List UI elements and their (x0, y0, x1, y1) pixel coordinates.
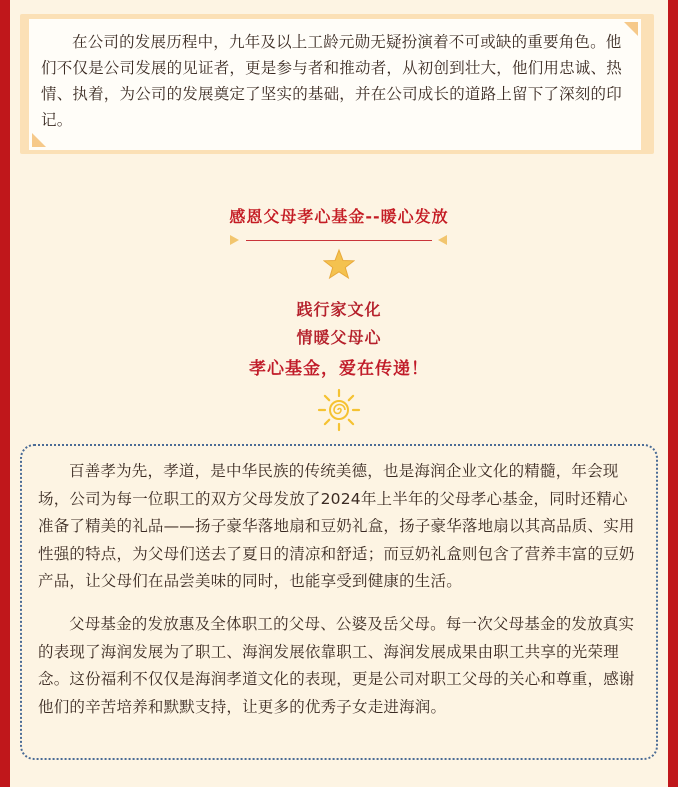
section-title: 感恩父母孝心基金--暖心发放 (229, 207, 449, 226)
content-box (20, 444, 658, 760)
right-red-border (668, 0, 678, 787)
intro-text: 在公司的发展历程中，九年及以上工龄元勋无疑扮演着不可或缺的重要角色。他们不仅是公司发展的见证者，更是参与者和推动者，从初创到壮大，他们用忠诚、热情、执着，为公司的发展奠定了坚实的基础，并在公司成长的道路上留下了深刻的印记。 (41, 33, 622, 129)
slogan-line-3: 孝心基金，爱在传递！ (249, 359, 429, 379)
title-divider (246, 240, 432, 241)
left-red-border (0, 0, 10, 787)
content-paragraph-1: 百善孝为先，孝道，是中华民族的传统美德，也是海润企业文化的精髓，年会现场，公司为每一位职工的双方父母发放了2024年上半年的父母孝心基金，同时还精心准备了精美的礼品——扬子豪华落地扇和豆奶礼盒，扬子豪华落地扇以其高品质、实用性强的特点，为父母们送去了夏日的清凉和舒适；而豆奶礼盒则包含了营养丰富的豆奶产品，让父母们在品尝美味的同时，也能享受到健康的生活。 (38, 462, 635, 590)
intro-card (29, 19, 641, 150)
slogan-line-1: 践行家文化 (296, 300, 382, 319)
star-icon (323, 248, 355, 280)
slogan-line-2: 情暖父母心 (296, 328, 382, 347)
title-right-triangle (438, 235, 447, 245)
corner-decoration-bottom-left (32, 133, 46, 147)
intro-frame (20, 14, 654, 154)
title-left-triangle (230, 235, 239, 245)
sun-icon (317, 388, 361, 432)
content-paragraph-2: 父母基金的发放惠及全体职工的父母、公婆及岳父母。每一次父母基金的发放真实的表现了海润发展为了职工、海润发展依靠职工、海润发展成果由职工共享的光荣理念。这份福利不仅仅是海润孝道文化的表现，更是公司对职工父母的关心和尊重，感谢他们的辛苦培养和默默支持，让更多的优秀子女走进海润。 (38, 615, 635, 716)
